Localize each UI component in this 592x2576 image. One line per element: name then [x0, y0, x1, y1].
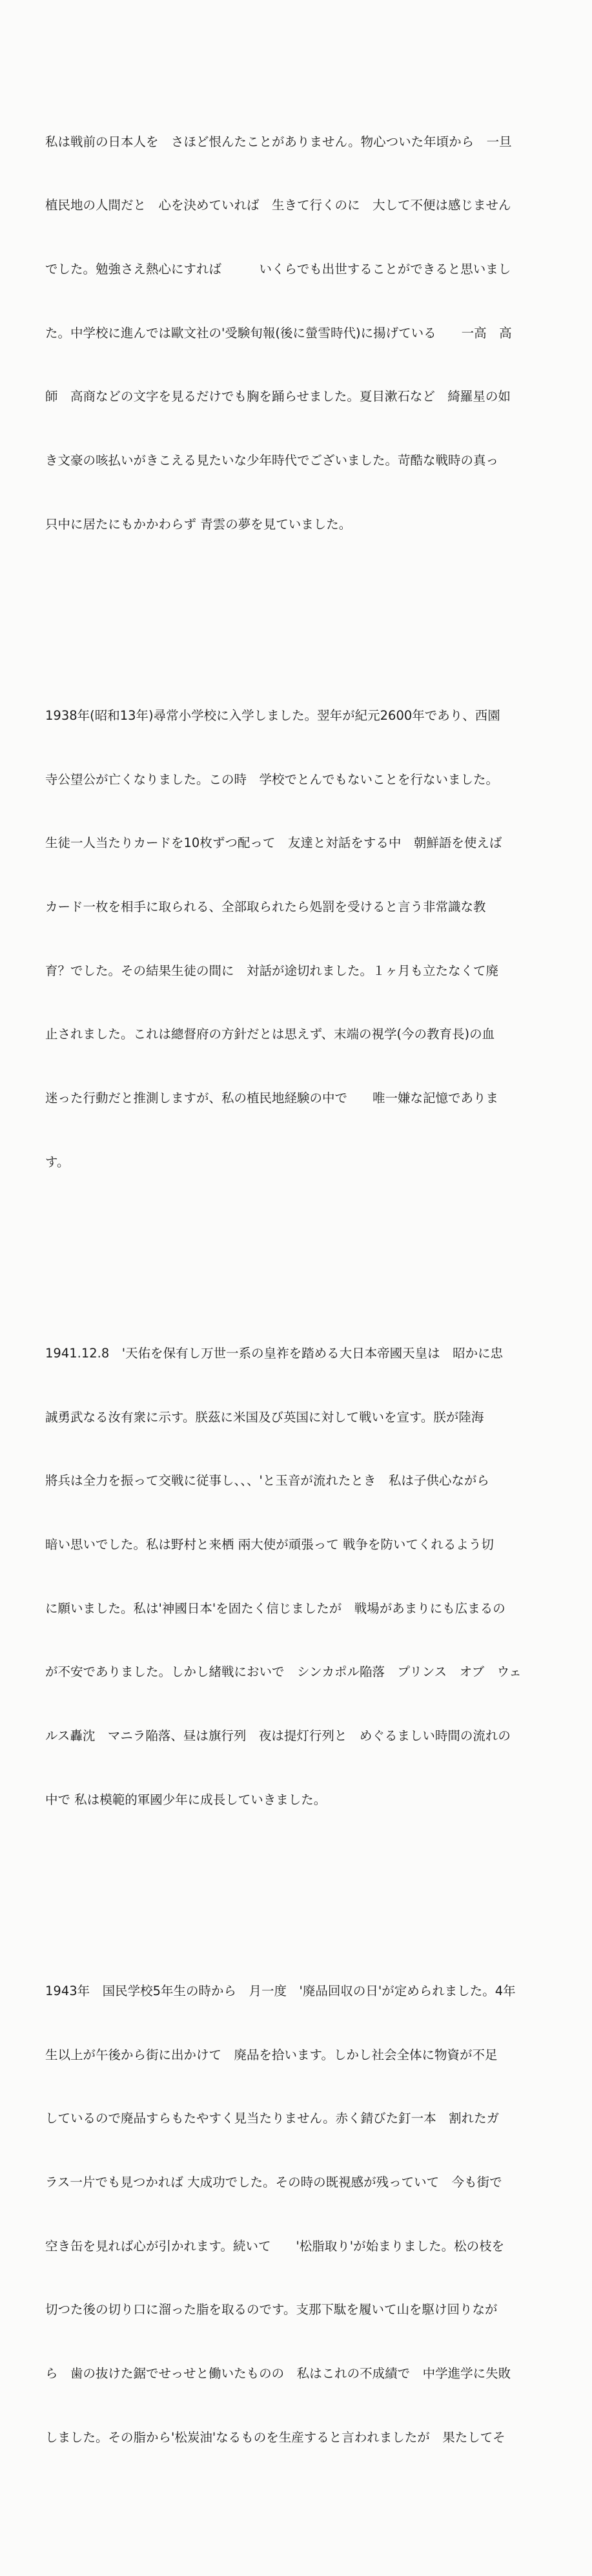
text-line: が不安でありました。しかし緒戦においで シンカポル陥落 プリンス オブ ウェ [45, 1664, 522, 1680]
text-line: 生以上が午後から街に出かけて 廃品を拾います。しかし社会全体に物資が不足 [45, 2047, 498, 2062]
text-line: に願いました。私は'神國日本'を固たく信じましたが 戦場があまりにも広まるの [45, 1600, 505, 1616]
text-line: 切つた後の切り口に溜った脂を取るのです。支那下駄を履いて山を駆け回りなが [45, 2302, 498, 2318]
text-line: 私は戦前の日本人を さほど恨んたことがありません。物心ついた年頃から 一旦 [45, 134, 512, 149]
text-line: 1938年(昭和13年)尋常小学校に入学しました。翌年が紀元2600年であり、西園 [45, 707, 500, 723]
text-line: ら 歯の抜けた鋸でせっせと働いたものの 私はこれの不成績で 中学進学に失敗 [45, 2366, 511, 2382]
text-line: カード一枚を相手に取られる、全部取られたら処罰を受けると言う非常識な教 [45, 899, 486, 914]
paragraph-1941-declaration [45, 1301, 555, 1853]
text-line: き文豪の咳払いがきこえる見たいな少年時代でございました。苛酷な戦時の真っ [45, 453, 499, 468]
text-line: 止されました。これは總督府の方針だとは思えず、末端の視学(今の教育長)の血 [45, 1027, 495, 1042]
text-line: 只中に居たにもかかわらず 青雲の夢を見ていました。 [45, 516, 352, 532]
paragraph-prewar-sentiment [45, 89, 555, 578]
text-line: 1943年 国民学校5年生の時から 月一度 '廃品回収の日'が定められました。4年 [45, 1983, 516, 1998]
text-line: 暗い思いでした。私は野村と来栖 兩大使が頑張って 戦争を防いてくれるよう切 [45, 1537, 494, 1553]
text-line: 1941.12.8 '天佑を保有し万世一系の皇祚を踏める大日本帝國天皇は 昭かに忠 [45, 1345, 504, 1361]
text-line: ラス一片でも見つかれば 大成功でした。その時の既視感が残っていて 今も街で [45, 2175, 502, 2190]
text-line: 植民地の人間だと 心を決めていれば 生きて行くのに 大して不便は感じません [45, 198, 511, 213]
text-line: 育？でした。その結果生徒の間に 対話が途切れました。１ヶ月も立たなくて廃 [45, 963, 499, 978]
text-line: 中で 私は模範的軍國少年に成長していきました。 [45, 1792, 327, 1807]
text-line: しました。その脂から'松炭油'なるものを生産すると言われましたが 果たしてそ [45, 2429, 505, 2445]
text-line: 將兵は全力を振って交戦に従事し、、、'と玉音が流れたとき 私は子供心ながら [45, 1473, 489, 1489]
paragraph-1943-scrap-collection [45, 1938, 555, 2491]
text-line: しているので廃品すらもたやすく見当たりません。赤く錆びた釘一本 割れたガ [45, 2111, 500, 2126]
essay-body [45, 25, 555, 2576]
text-line: 生徒一人当たりカードを10枚ずつ配って 友達と対話をする中 朝鮮語を使えば [45, 835, 502, 851]
text-line: 空き缶を見れば心が引かれます。続いて '松脂取り'が始まりました。松の枝を [45, 2238, 505, 2254]
paragraph-1938-school [45, 663, 555, 1215]
text-line: た。中学校に進んでは歐文社の'受験旬報(後に螢雪時代)に揚げている 一高 高 [45, 325, 512, 340]
text-line: でした。勉強さえ熱心にすれば いくらでも出世することができると思いまし [45, 261, 511, 277]
text-line: ルス轟沈 マニラ陥落、昼は旗行列 夜は提灯行列と めぐるましい時間の流れの [45, 1728, 511, 1744]
text-line: す。 [45, 1154, 70, 1169]
text-line: 寺公望公が亡くなりました。この時 学校でとんでもないことを行ないました。 [45, 771, 499, 787]
text-line: 誠勇武なる汝有衆に示す。朕茲に米国及び英国に対して戦いを宣す。朕が陸海 [45, 1409, 484, 1425]
text-line: 師 高商などの文字を見るだけでも胸を踊らせました。夏目漱石など 綺羅星の如 [45, 389, 511, 404]
text-line: 迷った行動だと推測しますが、私の植民地経験の中で 唯一嫌な記憶でありま [45, 1091, 499, 1106]
